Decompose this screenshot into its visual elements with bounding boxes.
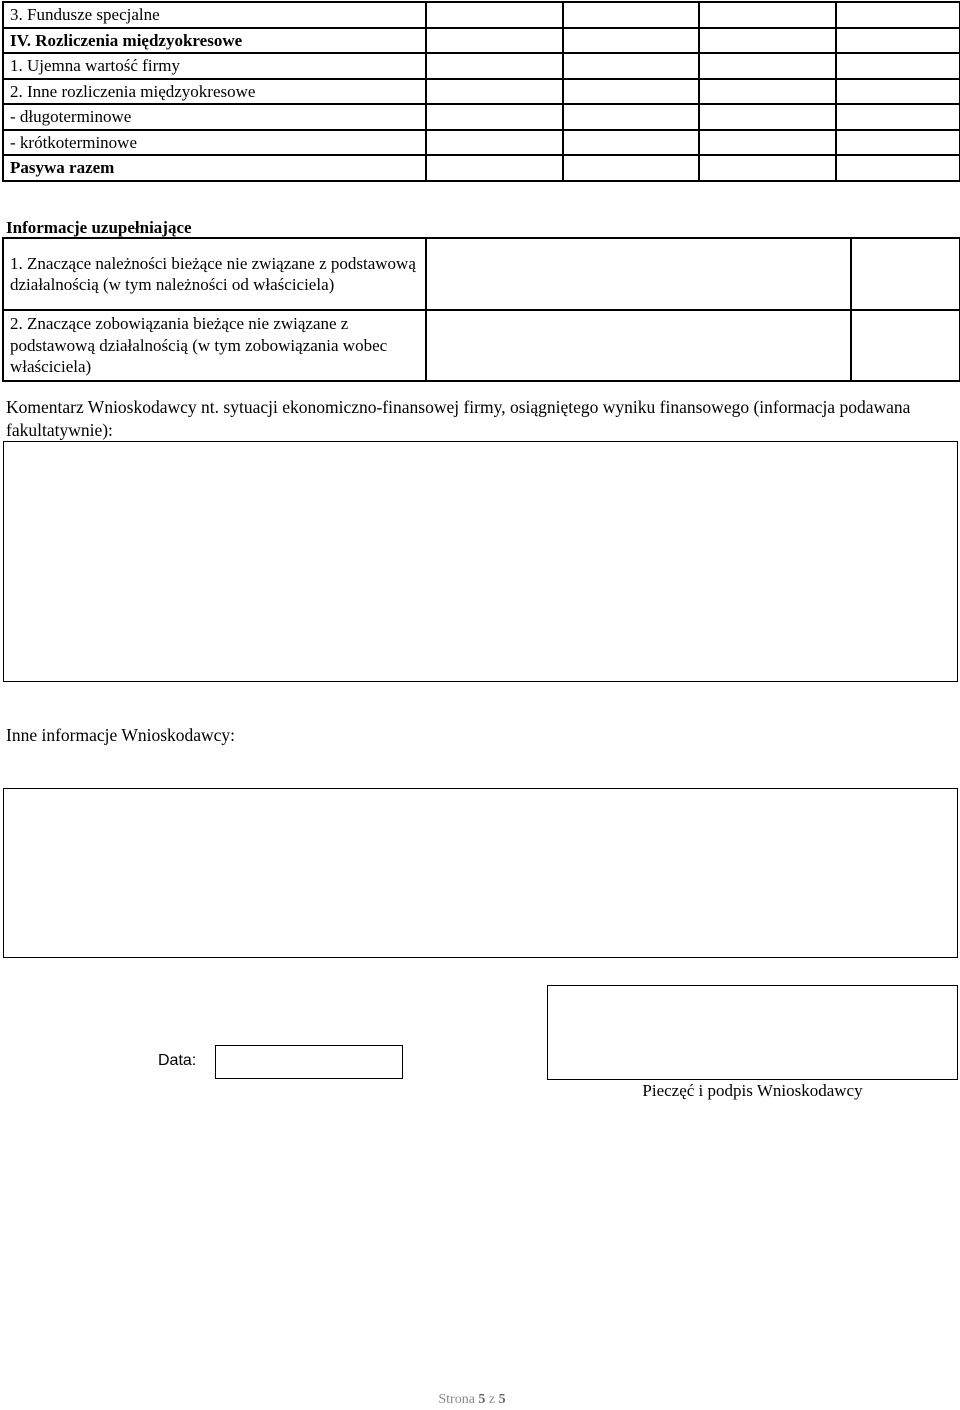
table-row — [3, 28, 960, 54]
row-label: 2. Znaczące zobowiązania bieżące nie związane z podstawową działalnością (w tym zobowiązania wobec właściciela) — [3, 310, 426, 381]
row-label: Pasywa razem — [3, 155, 426, 181]
value-cell[interactable] — [699, 130, 836, 156]
value-cell[interactable] — [426, 310, 851, 381]
table-row — [3, 53, 960, 79]
value-cell[interactable] — [836, 79, 960, 105]
value-cell[interactable] — [699, 2, 836, 28]
value-cell[interactable] — [836, 104, 960, 130]
stamp-signature-box[interactable] — [547, 985, 958, 1080]
value-cell[interactable] — [426, 130, 563, 156]
table-row — [3, 2, 960, 28]
table-row — [3, 79, 960, 105]
value-cell[interactable] — [851, 310, 960, 381]
value-cell[interactable] — [836, 2, 960, 28]
value-cell[interactable] — [426, 2, 563, 28]
value-cell[interactable] — [563, 53, 699, 79]
row-label: - krótkoterminowe — [3, 130, 426, 156]
value-cell[interactable] — [426, 238, 851, 310]
value-cell[interactable] — [426, 28, 563, 54]
row-label: 1. Znaczące należności bieżące nie związane z podstawową działalnością (w tym należności od właściciela) — [3, 238, 426, 310]
page-footer — [0, 1392, 944, 1408]
value-cell[interactable] — [426, 79, 563, 105]
value-cell[interactable] — [836, 28, 960, 54]
table-row — [3, 130, 960, 156]
other-info-textarea[interactable] — [3, 788, 958, 958]
footer-page-total: 5 — [498, 1392, 506, 1407]
footer-of: z — [488, 1392, 496, 1407]
value-cell[interactable] — [563, 79, 699, 105]
value-cell[interactable] — [836, 130, 960, 156]
value-cell[interactable] — [426, 155, 563, 181]
value-cell[interactable] — [563, 2, 699, 28]
value-cell[interactable] — [426, 104, 563, 130]
row-label: 3. Fundusze specjalne — [3, 2, 426, 28]
table-row — [3, 238, 960, 310]
row-label: 2. Inne rozliczenia międzyokresowe — [3, 79, 426, 105]
other-info-label: Inne informacje Wnioskodawcy: — [6, 725, 236, 745]
value-cell[interactable] — [699, 28, 836, 54]
stamp-caption: Pieczęć i podpis Wnioskodawcy — [642, 1081, 863, 1100]
footer-prefix: Strona — [438, 1392, 475, 1407]
table-row — [3, 155, 960, 181]
row-label: - długoterminowe — [3, 104, 426, 130]
info-table — [2, 237, 960, 382]
value-cell[interactable] — [563, 155, 699, 181]
date-field[interactable] — [215, 1045, 403, 1079]
value-cell[interactable] — [851, 238, 960, 310]
row-label: IV. Rozliczenia międzyokresowe — [3, 28, 426, 54]
comment-textarea[interactable] — [3, 441, 958, 682]
footer-page-number: 5 — [478, 1392, 486, 1407]
value-cell[interactable] — [699, 79, 836, 105]
date-label: Data: — [158, 1052, 197, 1069]
row-label: 1. Ujemna wartość firmy — [3, 53, 426, 79]
value-cell[interactable] — [563, 28, 699, 54]
info-heading: Informacje uzupełniające — [6, 218, 192, 237]
value-cell[interactable] — [836, 155, 960, 181]
table-row — [3, 310, 960, 381]
value-cell[interactable] — [699, 104, 836, 130]
value-cell[interactable] — [699, 155, 836, 181]
value-cell[interactable] — [836, 53, 960, 79]
value-cell[interactable] — [563, 104, 699, 130]
value-cell[interactable] — [699, 53, 836, 79]
balance-table — [2, 1, 960, 182]
table-row — [3, 104, 960, 130]
comment-label: Komentarz Wnioskodawcy nt. sytuacji ekonomiczno-finansowej firmy, osiągniętego wyniku finansowego (informacja podawana fakultatywnie): — [6, 397, 911, 440]
value-cell[interactable] — [563, 130, 699, 156]
value-cell[interactable] — [426, 53, 563, 79]
